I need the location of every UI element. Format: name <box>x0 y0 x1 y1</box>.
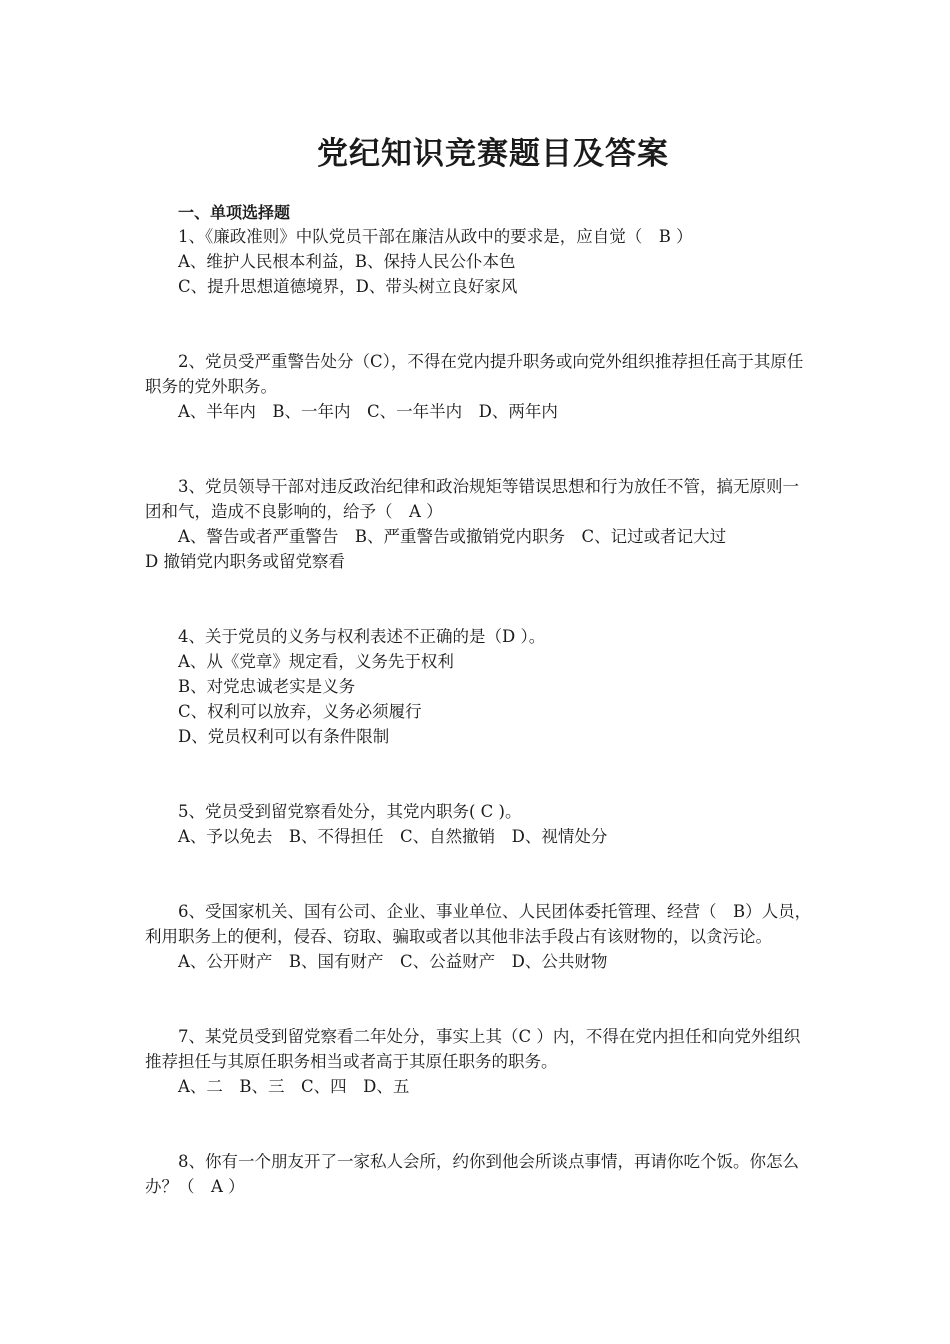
question-stem: 8、你有一个朋友开了一家私人会所，约你到他会所谈点事情，再请你吃个饭。你怎么办？（ A ） <box>145 1152 799 1196</box>
question-3 <box>145 474 815 574</box>
question-option: B、对党忠诚老实是义务 <box>178 677 356 696</box>
question-stem: 7、某党员受到留党察看二年处分，事实上其（C ）内，不得在党内担任和向党外组织推荐担任与其原任职务相当或者高于其原任职务的职务。 <box>145 1027 801 1071</box>
question-option: A、维护人民根本利益，B、保持人民公仆本色 <box>178 252 516 271</box>
question-8 <box>145 1149 815 1199</box>
section-heading: 一、单项选择题 <box>178 203 291 222</box>
question-1 <box>145 224 815 299</box>
question-option: A、二 B、三 C、四 D、五 <box>178 1077 410 1096</box>
question-list <box>145 224 815 1199</box>
question-option: C、权利可以放弃，义务必须履行 <box>178 702 422 721</box>
question-4 <box>145 624 815 749</box>
question-2 <box>145 349 815 424</box>
question-option: A、警告或者严重警告 B、严重警告或撤销党内职务 C、记过或者记大过 <box>178 527 727 546</box>
question-stem: 4、关于党员的义务与权利表述不正确的是（D ）。 <box>178 627 546 646</box>
question-stem: 6、受国家机关、国有公司、企业、事业单位、人民团体委托管理、经营（ B）人员，利用职务上的便利，侵吞、窃取、骗取或者以其他非法手段占有该财物的，以贪污论。 <box>145 902 812 946</box>
question-option: A、予以免去 B、不得担任 C、自然撤销 D、视情处分 <box>178 827 608 846</box>
question-stem: 2、党员受严重警告处分（C），不得在党内提升职务或向党外组织推荐担任高于其原任职务的党外职务。 <box>145 352 804 396</box>
question-option: A、半年内 B、一年内 C、一年半内 D、两年内 <box>178 402 558 421</box>
question-option: D、党员权利可以有条件限制 <box>178 727 390 746</box>
question-5 <box>145 799 815 849</box>
question-stem: 1、《廉政准则》中队党员干部在廉洁从政中的要求是，应自觉（ B ） <box>178 227 693 246</box>
question-stem: 3、党员领导干部对违反政治纪律和政治规矩等错误思想和行为放任不管，搞无原则一团和气，造成不良影响的，给予（ A ） <box>145 477 799 521</box>
question-option: D 撤销党内职务或留党察看 <box>145 552 345 571</box>
question-stem: 5、党员受到留党察看处分，其党内职务( C )。 <box>178 802 522 821</box>
question-option: C、提升思想道德境界，D、带头树立良好家风 <box>178 277 518 296</box>
question-option: A、公开财产 B、国有财产 C、公益财产 D、公共财物 <box>178 952 608 971</box>
document-title: 党纪知识竞赛题目及答案 <box>317 136 669 172</box>
question-6 <box>145 899 815 974</box>
question-option: A、从《党章》规定看，义务先于权利 <box>178 652 454 671</box>
question-7 <box>145 1024 815 1099</box>
